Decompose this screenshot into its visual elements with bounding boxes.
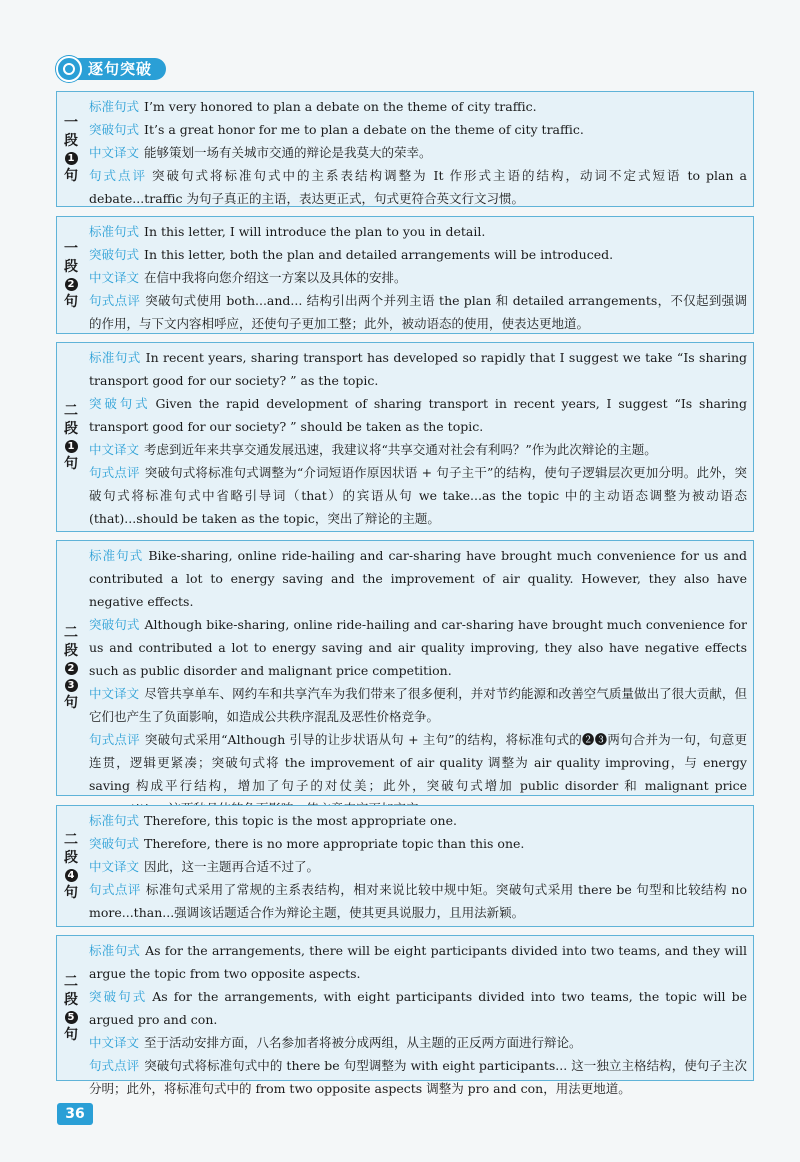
standard-label: 标准句式 <box>89 224 140 239</box>
standard-row <box>89 346 747 392</box>
paragraph-sentence-marker: 二 段 5 句 <box>64 973 78 1043</box>
translation-label: 中文译文 <box>89 686 140 701</box>
paragraph-sentence-marker: 一 段 2 句 <box>64 240 78 310</box>
page-number: 36 <box>57 1103 93 1125</box>
breakthrough-text: Given the rapid development of sharing transport in recent years, I suggest “Is sharing transport good for our society? ” should be taken as the topic. <box>89 396 747 434</box>
translation-label: 中文译文 <box>89 145 140 160</box>
standard-text: Bike-sharing, online ride-hailing and car-sharing have brought much convenience for us and contributed a lot to energy saving and the improvement of air quality. However, they also have negative effects. <box>89 548 747 609</box>
breakthrough-text: Although bike-sharing, online ride-hailing and car-sharing have brought much convenience for us and contributed a lot to energy saving and air quality improving, they also have negative effects such as public disorder and malignant price competition. <box>89 617 747 678</box>
comment-row <box>89 461 747 530</box>
standard-text: Therefore, this topic is the most appropriate one. <box>144 813 457 828</box>
sentence-number: 4 <box>65 869 78 882</box>
translation-row <box>89 855 747 878</box>
sentence-block-5 <box>56 805 754 927</box>
section-title: 逐句突破 <box>72 58 166 80</box>
comment-text: 突破句式使用 both...and... 结构引出两个并列主语 the plan 和 detailed arrangements，不仅起到强调的作用，与下文内容相呼应，还使句子更加工整；此外，被动语态的使用，使表达更地道。 <box>89 293 747 331</box>
breakthrough-label: 突破句式 <box>89 396 151 411</box>
sentence-number: 3 <box>65 679 78 692</box>
breakthrough-text: Therefore, there is no more appropriate topic than this one. <box>144 836 525 851</box>
sentence-number: 1 <box>65 440 78 453</box>
standard-row <box>89 809 747 832</box>
standard-row <box>89 95 747 118</box>
breakthrough-row <box>89 613 747 682</box>
standard-label: 标准句式 <box>89 99 140 114</box>
standard-row <box>89 939 747 985</box>
sentence-number: 2 <box>65 278 78 291</box>
translation-row <box>89 682 747 728</box>
comment-row <box>89 164 747 210</box>
comment-label: 句式点评 <box>89 882 141 897</box>
standard-label: 标准句式 <box>89 813 140 828</box>
standard-label: 标准句式 <box>89 350 141 365</box>
breakthrough-label: 突破句式 <box>89 989 148 1004</box>
breakthrough-label: 突破句式 <box>89 617 140 632</box>
translation-label: 中文译文 <box>89 270 140 285</box>
paragraph-sentence-marker: 一 段 1 句 <box>64 114 78 184</box>
translation-text: 能够策划一场有关城市交通的辩论是我莫大的荣幸。 <box>144 145 432 160</box>
sentence-number: 1 <box>65 152 78 165</box>
sentence-number: 5 <box>65 1011 78 1024</box>
breakthrough-text: In this letter, both the plan and detailed arrangements will be introduced. <box>144 247 614 262</box>
breakthrough-row <box>89 985 747 1031</box>
translation-label: 中文译文 <box>89 1035 140 1050</box>
comment-text: 突破句式将标准句式调整为“介词短语作原因状语 + 句子主干”的结构，使句子逻辑层次更加分明。此外，突破句式将标准句式中省略引导词（that）的宾语从句 we take...as the topic 中的主动语态调整为被动语态 (that)...should be taken as the topic，突出了辩论的主题。 <box>89 465 747 526</box>
paragraph-sentence-marker: 二 段 2 3 句 <box>64 625 78 711</box>
breakthrough-row <box>89 832 747 855</box>
comment-row <box>89 289 747 335</box>
comment-label: 句式点评 <box>89 465 140 480</box>
translation-label: 中文译文 <box>89 442 140 457</box>
sentence-block-2 <box>56 216 754 334</box>
sentence-block-1 <box>56 91 754 207</box>
breakthrough-label: 突破句式 <box>89 247 140 262</box>
comment-text: 突破句式将标准句式中的主系表结构调整为 It 作形式主语的结构，动词不定式短语 to plan a debate...traffic 为句子真正的主语，表达更正式，句式更符合英文行文习惯。 <box>89 168 747 206</box>
breakthrough-row <box>89 243 747 266</box>
translation-text: 因此，这一主题再合适不过了。 <box>144 859 320 874</box>
comment-text: 标准句式采用了常规的主系表结构，相对来说比较中规中矩。突破句式采用 there be 句型和比较结构 no more...than...强调该话题适合作为辩论主题，使其更具说服力，且用法新颖。 <box>89 882 747 920</box>
section-header <box>56 57 166 81</box>
comment-text: 突破句式将标准句式中的 there be 句型调整为 with eight participants... 这一独立主格结构，使句子主次分明；此外，将标准句式中的 from two opposite aspects 调整为 pro and con，用法更地道。 <box>89 1058 747 1096</box>
breakthrough-row <box>89 118 747 141</box>
standard-text: I’m very honored to plan a debate on the theme of city traffic. <box>144 99 537 114</box>
standard-text: In recent years, sharing transport has developed so rapidly that I suggest we take “Is sharing transport good for our society? ” as the topic. <box>89 350 747 388</box>
sentence-block-4 <box>56 540 754 796</box>
standard-label: 标准句式 <box>89 943 141 958</box>
breakthrough-text: It’s a great honor for me to plan a debate on the theme of city traffic. <box>144 122 584 137</box>
translation-text: 尽管共享单车、网约车和共享汽车为我们带来了很多便利，并对节约能源和改善空气质量做出了很大贡献，但它们也产生了负面影响，如造成公共秩序混乱及恶性价格竞争。 <box>89 686 747 724</box>
comment-label: 句式点评 <box>89 293 141 308</box>
breakthrough-text: As for the arrangements, with eight participants divided into two teams, the topic will be argued pro and con. <box>89 989 747 1027</box>
comment-label: 句式点评 <box>89 168 148 183</box>
standard-label: 标准句式 <box>89 548 144 563</box>
translation-text: 至于活动安排方面，八名参加者将被分成两组，从主题的正反两方面进行辩论。 <box>144 1035 582 1050</box>
comment-label: 句式点评 <box>89 732 140 747</box>
sentence-block-3 <box>56 342 754 532</box>
breakthrough-row <box>89 392 747 438</box>
translation-text: 考虑到近年来共享交通发展迅速，我建议将“共享交通对社会有利吗？”作为此次辩论的主题。 <box>144 442 657 457</box>
translation-row <box>89 266 747 289</box>
standard-row <box>89 544 747 613</box>
translation-row <box>89 438 747 461</box>
translation-row <box>89 141 747 164</box>
paragraph-sentence-marker: 二 段 1 句 <box>64 402 78 472</box>
sentence-number: 2 <box>65 662 78 675</box>
standard-text: In this letter, I will introduce the plan to you in detail. <box>144 224 486 239</box>
translation-row <box>89 1031 747 1054</box>
comment-row <box>89 878 747 924</box>
paragraph-sentence-marker: 二 段 4 句 <box>64 831 78 901</box>
translation-text: 在信中我将向您介绍这一方案以及具体的安排。 <box>144 270 407 285</box>
standard-text: As for the arrangements, there will be eight participants divided into two teams, and they will argue the topic from two opposite aspects. <box>89 943 747 981</box>
breakthrough-label: 突破句式 <box>89 122 140 137</box>
comment-row <box>89 1054 747 1100</box>
breakthrough-label: 突破句式 <box>89 836 140 851</box>
sentence-block-6 <box>56 935 754 1096</box>
translation-label: 中文译文 <box>89 859 140 874</box>
comment-text: 突破句式采用“Although 引导的让步状语从句 + 主句”的结构，将标准句式的❷❸两句合并为一句，句意更连贯，逻辑更紧凑；突破句式将 the improvement of air quality 调整为 air quality improving，与 energy saving 构成平行结构，增加了句子的对仗美；此外，突破句式增加 public disorder 和 malignant price <box>89 732 747 793</box>
standard-row <box>89 220 747 243</box>
comment-label: 句式点评 <box>89 1058 140 1073</box>
magnifier-icon <box>56 56 82 82</box>
